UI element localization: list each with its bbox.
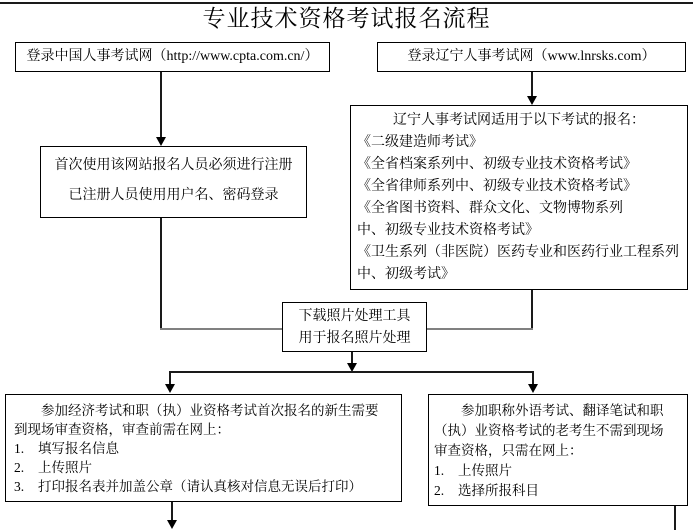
register-line-1: 首次使用该网站报名人员必须进行注册 [54,158,293,173]
step-text: 选择所报科目 [458,483,539,498]
connector-split-left-drop [169,371,171,385]
connector-lnrsks-to-examlist [531,72,533,97]
arrow-down-icon [528,384,538,393]
box-returning-applicants [428,394,688,506]
step-text: 打印报名表并加盖公章（请认真核对信息无误后打印） [38,479,362,494]
new-applicants-step-1 [14,439,393,458]
box-login-lnrsks-label: 登录辽宁人事考试网（www.lnrsks.com） [407,49,656,64]
exam-list-line: 《全省图书资料、群众文化、文物博物系列 [357,201,623,216]
connector-new-applicants-down [171,502,173,521]
arrow-down-icon [167,520,177,529]
exam-list-heading: 辽宁人事考试网适用于以下考试的报名： [393,113,645,128]
step-text: 上传照片 [458,463,512,478]
connector-split [169,371,534,373]
box-login-lnrsks [377,42,686,72]
exam-list-line: 中、初级考试》 [357,267,455,282]
returning-applicants-step-1 [434,461,682,481]
connector-cpta-to-register [160,72,162,138]
photo-tool-line-2: 用于报名照片处理 [298,331,411,346]
step-text: 填写报名信息 [38,441,119,456]
box-login-cpta-label: 登录中国人事考试网（http://www.cpta.com.cn/） [26,49,319,64]
register-line-2: 已注册人员使用用户名、密码登录 [68,188,279,203]
exam-list-line: 《全省档案系列中、初级专业技术资格考试》 [357,157,637,172]
step-number: 3. [14,479,25,494]
connector-split-right-drop [532,371,534,385]
box-new-applicants [5,394,402,502]
returning-applicants-step-2 [434,481,682,501]
box-login-cpta [15,42,330,72]
new-applicants-intro-2: 到现场审查资格，审查前需在网上： [14,422,230,437]
step-text: 上传照片 [38,460,92,475]
new-applicants-step-3 [14,477,393,496]
connector-returning-applicants-down [674,506,676,530]
page-top-border [0,2,693,4]
new-applicants-step-2 [14,458,393,477]
exam-list-line: 《卫生系列（非医院）医药专业和医药行业工程系列 [357,245,679,260]
returning-applicants-intro-2: （执）业资格考试的老考生不需到现场 [434,423,664,438]
box-first-time-register [40,146,307,218]
step-number: 1. [14,441,25,456]
step-number: 2. [434,483,445,498]
photo-tool-line-1: 下载照片处理工具 [298,309,411,324]
returning-applicants-intro-1: 参加职称外语考试、翻译笔试和职 [461,403,664,418]
arrow-down-icon [165,384,175,393]
step-number: 1. [434,463,445,478]
connector-register-down [160,218,162,329]
page-title: 专业技术资格考试报名流程 [202,6,491,31]
connector-examlist-down [531,290,533,329]
exam-list-line: 中、初级专业技术资格考试》 [357,223,539,238]
exam-list-line: 《全省律师系列中、初级专业技术资格考试》 [357,179,637,194]
box-photo-tool [282,302,427,352]
box-lnrsks-exam-list [350,105,688,290]
returning-applicants-intro-3: 审查资格，只需在网上： [434,443,583,458]
step-number: 2. [14,460,25,475]
arrow-down-icon [527,96,537,105]
arrow-down-icon [156,137,166,146]
exam-list-line: 《二级建造师考试》 [357,135,483,150]
new-applicants-intro-1: 参加经济考试和职（执）业资格考试首次报名的新生需要 [41,403,379,418]
